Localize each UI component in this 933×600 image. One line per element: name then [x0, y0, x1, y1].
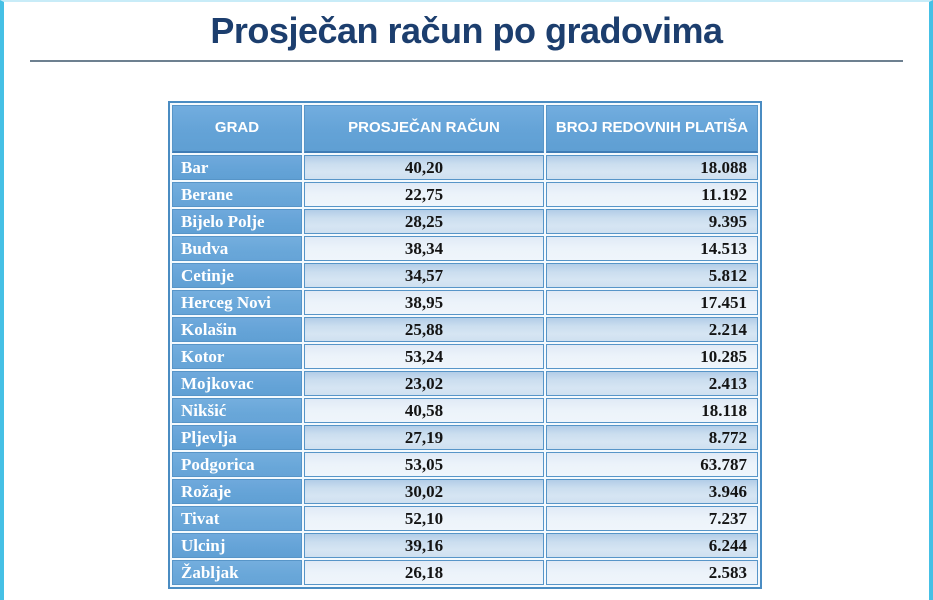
payers-cell: 9.395	[546, 209, 758, 234]
table-row	[172, 371, 758, 396]
avg-bill-cell: 26,18	[304, 560, 544, 585]
avg-bill-cell: 40,20	[304, 155, 544, 180]
avg-bill-cell: 53,24	[304, 344, 544, 369]
table-row	[172, 533, 758, 558]
city-cell: Berane	[172, 182, 302, 207]
avg-bill-cell: 25,88	[304, 317, 544, 342]
payers-cell: 6.244	[546, 533, 758, 558]
page-title: Prosječan račun po gradovima	[210, 10, 723, 51]
table-row	[172, 452, 758, 477]
city-cell: Nikšić	[172, 398, 302, 423]
table-row	[172, 236, 758, 261]
payers-cell: 2.214	[546, 317, 758, 342]
column-header-prosjecan-racun: PROSJEČAN RAČUN	[304, 105, 544, 153]
payers-cell: 3.946	[546, 479, 758, 504]
city-cell: Cetinje	[172, 263, 302, 288]
avg-bill-cell: 38,95	[304, 290, 544, 315]
city-cell: Bijelo Polje	[172, 209, 302, 234]
payers-cell: 18.088	[546, 155, 758, 180]
payers-cell: 63.787	[546, 452, 758, 477]
avg-bill-cell: 30,02	[304, 479, 544, 504]
city-cell: Kotor	[172, 344, 302, 369]
city-cell: Tivat	[172, 506, 302, 531]
payers-cell: 10.285	[546, 344, 758, 369]
table-header	[172, 105, 758, 153]
table-row	[172, 182, 758, 207]
table-row	[172, 506, 758, 531]
title-rule	[30, 60, 903, 62]
avg-bill-cell: 28,25	[304, 209, 544, 234]
city-cell: Mojkovac	[172, 371, 302, 396]
header-row	[172, 105, 758, 153]
table-row	[172, 560, 758, 585]
avg-bill-cell: 38,34	[304, 236, 544, 261]
avg-bill-cell: 22,75	[304, 182, 544, 207]
payers-cell: 11.192	[546, 182, 758, 207]
avg-bill-cell: 40,58	[304, 398, 544, 423]
table-row	[172, 290, 758, 315]
payers-cell: 18.118	[546, 398, 758, 423]
table-row	[172, 479, 758, 504]
payers-cell: 17.451	[546, 290, 758, 315]
avg-bill-cell: 53,05	[304, 452, 544, 477]
city-cell: Ulcinj	[172, 533, 302, 558]
avg-bill-cell: 23,02	[304, 371, 544, 396]
payers-cell: 2.413	[546, 371, 758, 396]
table-row	[172, 263, 758, 288]
avg-bill-cell: 52,10	[304, 506, 544, 531]
city-cell: Kolašin	[172, 317, 302, 342]
city-cell: Bar	[172, 155, 302, 180]
avg-bill-cell: 39,16	[304, 533, 544, 558]
table-row	[172, 398, 758, 423]
payers-cell: 2.583	[546, 560, 758, 585]
avg-bill-cell: 34,57	[304, 263, 544, 288]
table-row	[172, 155, 758, 180]
column-header-broj-redovnih-platisa: BROJ REDOVNIH PLATIŠA	[546, 105, 758, 153]
city-cell: Herceg Novi	[172, 290, 302, 315]
city-cell: Budva	[172, 236, 302, 261]
table-row	[172, 209, 758, 234]
data-table	[168, 101, 762, 589]
city-cell: Pljevlja	[172, 425, 302, 450]
city-cell: Rožaje	[172, 479, 302, 504]
table-row	[172, 317, 758, 342]
column-header-grad: GRAD	[172, 105, 302, 153]
city-cell: Žabljak	[172, 560, 302, 585]
city-cell: Podgorica	[172, 452, 302, 477]
avg-bill-cell: 27,19	[304, 425, 544, 450]
payers-cell: 14.513	[546, 236, 758, 261]
payers-cell: 5.812	[546, 263, 758, 288]
table-body	[172, 155, 758, 585]
payers-cell: 7.237	[546, 506, 758, 531]
table-row	[172, 344, 758, 369]
payers-cell: 8.772	[546, 425, 758, 450]
table-row	[172, 425, 758, 450]
